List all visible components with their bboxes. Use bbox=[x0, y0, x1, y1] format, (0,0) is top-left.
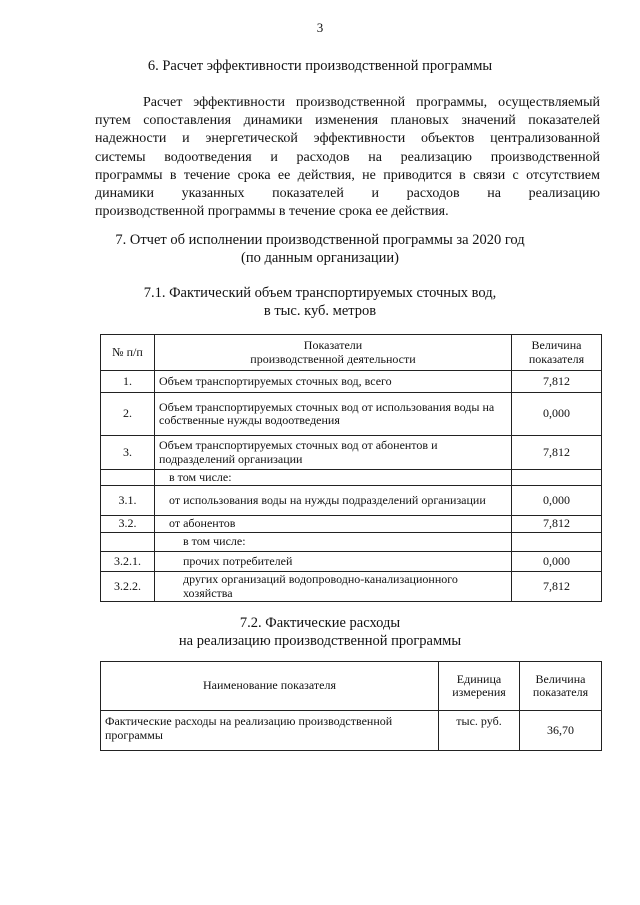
row-value: 7,812 bbox=[512, 516, 602, 533]
section-6-paragraph bbox=[95, 94, 600, 221]
row-text: в том числе: bbox=[155, 533, 512, 552]
row-value: 7,812 bbox=[512, 572, 602, 602]
table-row bbox=[101, 533, 602, 552]
row-text: в том числе: bbox=[155, 470, 512, 486]
row-value: 7,812 bbox=[512, 436, 602, 470]
table-row bbox=[101, 393, 602, 436]
header-unit-line1: Единица bbox=[456, 671, 502, 686]
header-value-line1: Величина bbox=[531, 338, 582, 352]
header-name: Наименование показателя bbox=[101, 662, 439, 711]
section-7-title: 7. Отчет об исполнении производственной программы за 2020 год bbox=[115, 232, 525, 248]
row-num bbox=[101, 533, 155, 552]
header-unit-line2: измерения bbox=[452, 685, 506, 699]
table-header-row bbox=[101, 335, 602, 371]
table-row bbox=[101, 486, 602, 516]
header-indicator bbox=[155, 335, 512, 371]
table-row bbox=[101, 572, 602, 602]
row-num: 3.1. bbox=[101, 486, 155, 516]
row-text: от абонентов bbox=[155, 516, 512, 533]
section-7-subtitle: (по данным организации) bbox=[240, 250, 399, 266]
row-num bbox=[101, 470, 155, 486]
section-7-1-subtitle: в тыс. куб. метров bbox=[263, 303, 377, 319]
section-7-1-title: 7.1. Фактический объем транспортируемых сточных вод, bbox=[143, 285, 497, 301]
row-value: 36,70 bbox=[520, 711, 602, 751]
row-text: Объем транспортируемых сточных вод от использования воды на собственные нужды водоотведения bbox=[155, 393, 512, 436]
row-num: 3.2.1. bbox=[101, 552, 155, 572]
paragraph-line: путем сопоставления динамики изменения плановых значений показателей bbox=[95, 113, 600, 129]
row-value: 0,000 bbox=[512, 552, 602, 572]
paragraph-line: надежности и энергетической эффективности объектов централизованной bbox=[95, 131, 600, 147]
row-num: 3. bbox=[101, 436, 155, 470]
row-value: 7,812 bbox=[512, 371, 602, 393]
header-value-line2: показателя bbox=[532, 685, 589, 699]
row-num: 3.2. bbox=[101, 516, 155, 533]
paragraph-line: Расчет эффективности производственной программы, осуществляемый bbox=[143, 95, 600, 110]
row-name: Фактические расходы на реализацию производственной программы bbox=[101, 711, 439, 751]
header-value bbox=[512, 335, 602, 371]
row-num: 1. bbox=[101, 371, 155, 393]
row-value: 0,000 bbox=[512, 393, 602, 436]
row-text: от использования воды на нужды подразделений организации bbox=[155, 486, 512, 516]
header-value-line2: показателя bbox=[528, 351, 585, 366]
table-row bbox=[101, 516, 602, 533]
row-unit: тыс. руб. bbox=[439, 711, 520, 751]
table-row bbox=[101, 711, 602, 751]
table-row bbox=[101, 552, 602, 572]
row-text: прочих потребителей bbox=[155, 552, 512, 572]
section-6-title: 6. Расчет эффективности производственной программы bbox=[147, 58, 493, 74]
row-value: 0,000 bbox=[512, 486, 602, 516]
header-value bbox=[520, 662, 602, 711]
header-indicator-line2: производственной деятельности bbox=[250, 351, 416, 366]
header-num: № п/п bbox=[101, 335, 155, 371]
table-row bbox=[101, 436, 602, 470]
row-value bbox=[512, 533, 602, 552]
row-text: Объем транспортируемых сточных вод, всего bbox=[155, 371, 512, 393]
row-text: Объем транспортируемых сточных вод от абонентов и подразделений организации bbox=[155, 436, 512, 470]
table-actual-expenses bbox=[100, 661, 602, 751]
section-7-2-title: 7.2. Фактические расходы bbox=[239, 615, 401, 631]
table-row bbox=[101, 470, 602, 486]
header-indicator-line1: Показатели bbox=[303, 338, 363, 352]
table-row bbox=[101, 371, 602, 393]
row-num: 2. bbox=[101, 393, 155, 436]
paragraph-line: производственной программы в течение срока ее действия. bbox=[95, 204, 449, 220]
paragraph-line: программы в течение срока ее действия, не приводится в связи с отсутствием bbox=[95, 167, 600, 183]
row-value bbox=[512, 470, 602, 486]
table-wastewater-volume bbox=[100, 334, 602, 602]
row-text: других организаций водопроводно-канализационного хозяйства bbox=[155, 572, 512, 602]
section-7-2-subtitle: на реализацию производственной программы bbox=[178, 633, 462, 649]
header-value-line1: Величина bbox=[535, 671, 586, 686]
paragraph-line: системы водоотведения и расходов на реализацию производственной bbox=[95, 149, 600, 165]
paragraph-line: динамики указанных показателей и расходов на реализацию bbox=[95, 185, 600, 201]
page-number: 3 bbox=[316, 20, 324, 35]
row-num: 3.2.2. bbox=[101, 572, 155, 602]
table-header-row bbox=[101, 662, 602, 711]
header-unit bbox=[439, 662, 520, 711]
